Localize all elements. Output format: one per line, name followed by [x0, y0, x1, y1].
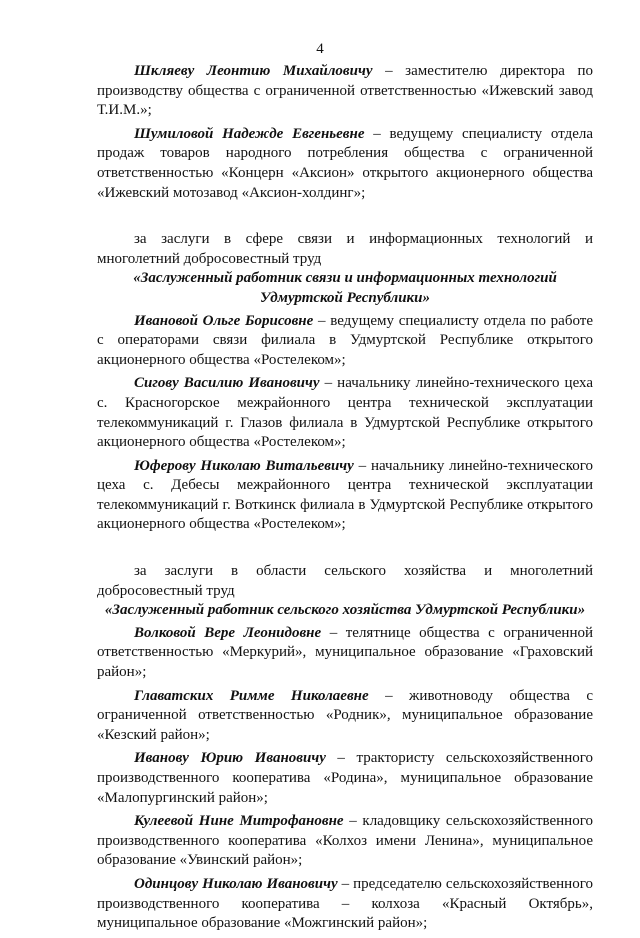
recipient-description: – ведущему специалисту отдела по работе с операторами связи филиала в Удмуртской Республике открытого акционерного общества «Ростелеком»;	[97, 312, 593, 368]
award-entry	[97, 812, 593, 871]
award-entry	[97, 125, 593, 203]
recipient-name: Одинцову Николаю Ивановичу	[134, 875, 338, 892]
page-number: 4	[316, 41, 324, 57]
recipient-description: – трактористу сельскохозяйственного производственного кооператива «Родина», муниципальное образование «Малопургинский район»;	[97, 750, 593, 806]
recipient-description: – животноводу общества с ограниченной ответственностью «Родник», муниципальное образование «Кезский район»;	[97, 687, 593, 743]
section-intro-agriculture: за заслуги в области сельского хозяйства и многолетний добросовестный труд	[97, 563, 593, 599]
recipient-name: Кулеевой Нине Митрофановне	[134, 813, 344, 830]
award-title-agriculture: «Заслуженный работник сельского хозяйства Удмуртской Республики»	[104, 602, 586, 619]
recipient-name: Волковой Вере Леонидовне	[134, 624, 322, 641]
recipient-name: Ивановой Ольге Борисовне	[134, 312, 314, 329]
award-entry	[97, 624, 593, 683]
award-entry	[97, 62, 593, 121]
award-entry	[97, 374, 593, 452]
document-body	[97, 62, 593, 938]
recipient-name: Главатских Римме Николаевне	[134, 687, 369, 704]
recipient-description: – председателю сельскохозяйственного производственного кооператива – колхоза «Красный Октябрь», муниципальное образование «Можгинский район»;	[97, 875, 593, 932]
recipient-description: – телятнице общества с ограниченной ответственностью «Меркурий», муниципальное образование «Граховский район»;	[97, 624, 594, 681]
recipient-name: Иванову Юрию Ивановичу	[134, 750, 326, 767]
award-entry	[97, 687, 593, 746]
recipient-description: – кладовщику сельскохозяйственного производственного кооператива «Колхоз имени Ленина», муниципальное образование «Увинский район»;	[97, 813, 593, 869]
recipient-description: – заместителю директора по производству общества с ограниченной ответственностью «Ижевский завод Т.И.М.»;	[97, 63, 593, 119]
recipient-name: Шкляеву Леонтию Михайловичу	[134, 63, 373, 79]
recipient-name: Юферову Николаю Витальевичу	[134, 457, 354, 474]
recipient-name: Шумиловой Надежде Евгеньевне	[134, 125, 365, 142]
award-entry	[97, 875, 593, 934]
award-entry	[97, 312, 593, 371]
award-title-communications: «Заслуженный работник связи и информационных технологий Удмуртской Республики»	[133, 270, 557, 306]
recipient-description: – начальнику линейно-технического цеха с. Дебесы межрайонного центра технической эксплуатации телекоммуникаций г. Воткинск филиала в Удмуртской Республике открытого акционерного общества «Ростелеком»;	[97, 457, 594, 533]
award-entry	[97, 749, 593, 808]
section-intro-communications: за заслуги в сфере связи и информационных технологий и многолетний добросовестный труд	[97, 231, 593, 267]
recipient-description: – начальнику линейно-технического цеха с. Красногорское межрайонного центра технической эксплуатации телекоммуникаций г. Глазов филиала в Удмуртской Республике открытого акционерного общества «Ростелеком»;	[97, 375, 593, 451]
award-entry	[97, 457, 593, 535]
recipient-description: – ведущему специалисту отдела продаж товаров народного потребления общества с ограниченной ответственностью «Концерн «Аксион» открытого акционерного общества «Ижевский мотозавод «Аксион-холдинг»;	[97, 125, 593, 201]
recipient-name: Сигову Василию Ивановичу	[134, 375, 320, 392]
